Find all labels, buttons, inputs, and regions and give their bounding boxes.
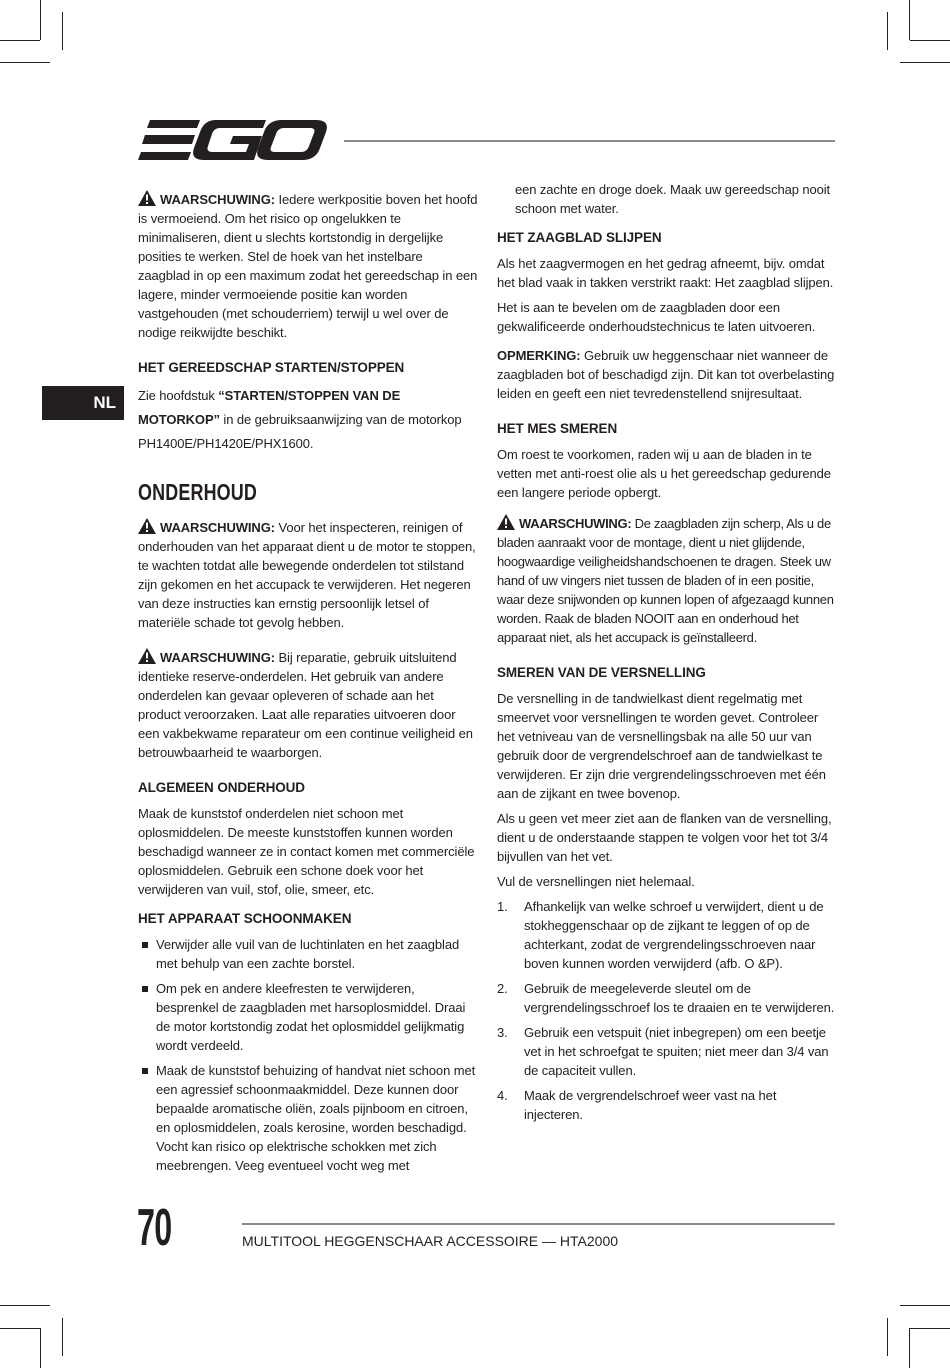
list-item	[497, 897, 837, 973]
warning-label: WAARSCHUWING:	[519, 516, 632, 531]
crop-mark	[62, 12, 63, 50]
bullet-icon	[142, 942, 148, 948]
bold-reference: “STARTEN/STOPPEN VAN DE MOTORKOP”	[138, 388, 401, 427]
sharpen-text: Als het zaagvermogen en het gedrag afneemt, bijv. omdat het blad vaak in takken verstrikt raakt: Het zaagblad slijpen.	[497, 256, 834, 290]
note-text: Gebruik uw heggenschaar niet wanneer de zaagbladen bot of beschadigd zijn. Dit kan tot overbelasting leiden en geeft een niet tevredenstellend snijresultaat.	[497, 348, 835, 401]
step-number: 4.	[497, 1088, 508, 1103]
list-item-text: Maak de kunststof behuizing of handvat niet schoon met een agressief schoonmaakmiddel. Deze kunnen door bepaalde aromatische oliën, zoals pijnboom en citroen, en oplosmiddelen, zoals kerosine, worden beschadigd. Vocht kan risico op elektrische schokken met zich meebrengen. Veeg eventueel vocht weg met	[156, 1063, 476, 1173]
list-item	[138, 1061, 478, 1175]
crop-mark	[909, 1328, 910, 1368]
crop-mark	[910, 1328, 950, 1329]
warning-paragraph	[497, 514, 837, 647]
general-maintenance-text: Maak de kunststof onderdelen niet schoon met oplosmiddelen. De meeste kunststoffen kunnen worden beschadigd wanneer ze in contact komen met commerciële oplosmiddelen. Gebruik een schone doek voor het verwijderen van vuil, stof, olie, smeer, etc.	[138, 806, 475, 897]
list-item-text: Verwijder alle vuil van de luchtinlaten en het zaagblad met behulp van een zachte borstel.	[156, 937, 460, 971]
crop-mark	[40, 0, 41, 40]
crop-mark	[900, 62, 950, 63]
warning-icon	[497, 514, 515, 530]
section-heading: HET GEREEDSCHAP STARTEN/STOPPEN	[138, 360, 405, 375]
list-item	[497, 979, 837, 1017]
step-text: Maak de vergrendelschroef weer vast na het injecteren.	[524, 1088, 777, 1122]
step-text: Gebruik de meegeleverde sleutel om de vergrendelingsschroef los te draaien en te verwijderen.	[524, 981, 835, 1015]
section-heading: HET ZAAGBLAD SLIJPEN	[497, 230, 662, 245]
cleaning-list	[138, 935, 478, 1175]
warning-text: Voor het inspecteren, reinigen of onderhouden van het apparaat dient u de motor te stoppen, te wachten totdat alle bewegende onderdelen tot stilstand zijn gekomen en het accupack te verwijderen. Het negeren van deze instructies kan ernstig persoonlijk letsel of materiële schade tot gevolg hebben.	[138, 520, 476, 630]
step-number: 2.	[497, 981, 508, 996]
warning-paragraph	[138, 518, 478, 632]
warning-text: De zaagbladen zijn scherp, Als u de bladen aanraakt voor de montage, dient u niet glijdende, hoogwaardige veiligheidshandschoenen te dragen. Steek uw hand of uw vingers niet tussen de bladen of in een positie, waar deze snijwonden op kunnen lopen of afgezaagd kunnen worden. Raak de bladen NOOIT aan en onderhoud het apparaat niet, als het accupack is geïnstalleerd.	[497, 516, 834, 645]
section-heading: ALGEMEEN ONDERHOUD	[138, 780, 305, 795]
section-heading: HET APPARAAT SCHOONMAKEN	[138, 911, 352, 926]
continuation-text: een zachte en droge doek. Maak uw gereedschap nooit schoon met water.	[515, 182, 831, 216]
list-item-text: Om pek en andere kleefresten te verwijderen, besprenkel de zaagbladen met harsoplosmiddel. Draai de motor kortstondig zodat het oplosmiddel gelijkmatig wordt verdeeld.	[156, 981, 466, 1053]
warning-label: WAARSCHUWING:	[160, 192, 275, 207]
section-heading: SMEREN VAN DE VERSNELLING	[497, 665, 706, 680]
crop-mark	[910, 40, 950, 41]
gear-steps-list	[497, 897, 837, 1124]
note-label: OPMERKING:	[497, 348, 581, 363]
crop-mark	[909, 0, 910, 40]
warning-paragraph	[138, 190, 478, 342]
crop-mark	[887, 1318, 888, 1356]
warning-icon	[138, 518, 156, 534]
warning-text: Bij reparatie, gebruik uitsluitend identieke reserve-onderdelen. Het gebruik van andere onderdelen kan gevaar opleveren of schade aan het product veroorzaken. Laat alle reparaties uitvoeren door een vakbekwame reparateur om een continue veiligheid en betrouwbaarheid te waarborgen.	[138, 650, 473, 760]
bullet-icon	[142, 1068, 148, 1074]
footer-title: MULTITOOL HEGGENSCHAAR ACCESSOIRE — HTA2000	[242, 1233, 619, 1249]
bullet-icon	[142, 986, 148, 992]
warning-text: Iedere werkpositie boven het hoofd is vermoeiend. Om het risico op ongelukken te minimaliseren, dient u slechts kortstondig in dergelijke posities te werken. Stel de hoek van het instelbare zaagblad in op een maximum zodat het gereedschap in een lagere, minder vermoeiende positie kan worden vastgehouden (met schouderriem) terwijl u wel over de nodige reikwijdte beschikt.	[138, 192, 478, 340]
warning-icon	[138, 190, 156, 206]
gear-text: De versnelling in de tandwielkast dient regelmatig met smeervet voor versnellingen te worden gevet. Controleer het vetniveau van de versnellingsbak na alle 50 uur van gebruik door de vergrendelschroef aan de tandwielkast te verwijderen. Er zijn drie vergrendelingsschroeven met één aan de zijkant en twee bovenop.	[497, 691, 826, 801]
crop-mark	[0, 62, 50, 63]
step-text: Gebruik een vetspuit (niet inbegrepen) om een beetje vet in het schroefgat te spuiten; niet meer dan 3/4 van de capaciteit vullen.	[524, 1025, 829, 1078]
gear-text: Vul de versnellingen niet helemaal.	[497, 874, 695, 889]
page-number: 70	[137, 1199, 172, 1257]
crop-mark	[0, 40, 40, 41]
step-number: 1.	[497, 899, 508, 914]
section-heading: HET MES SMEREN	[497, 421, 618, 436]
crop-mark	[0, 1328, 40, 1329]
crop-mark	[900, 1305, 950, 1306]
sharpen-text: Het is aan te bevelen om de zaagbladen door een gekwalificeerde onderhoudstechnicus te laten uitvoeren.	[497, 300, 816, 334]
warning-label: WAARSCHUWING:	[160, 520, 275, 535]
warning-icon	[138, 648, 156, 664]
list-item	[138, 935, 478, 973]
header-rule	[344, 140, 835, 142]
warning-label: WAARSCHUWING:	[160, 650, 275, 665]
text: in de gebruiksaanwijzing van de motorkop PH1400E/PH1420E/PHX1600.	[138, 412, 462, 451]
crop-mark	[887, 12, 888, 50]
step-text: Afhankelijk van welke schroef u verwijdert, dient u de stokheggenschaar op de zijkant te leggen of op de achterkant, zodat de vergrendelingsschroeven naar boven kunnen worden verwijderd (afb. O &P).	[524, 899, 824, 971]
language-tab: NL	[42, 386, 124, 420]
start-stop-text	[138, 384, 478, 456]
list-item	[497, 1023, 837, 1080]
left-column	[138, 190, 478, 1181]
ego-logo	[138, 118, 328, 162]
text: Zie hoofdstuk	[138, 388, 219, 403]
crop-mark	[40, 1328, 41, 1368]
list-item	[497, 1086, 837, 1124]
list-item	[138, 979, 478, 1055]
crop-mark	[62, 1318, 63, 1356]
note-paragraph	[497, 346, 837, 403]
warning-paragraph	[138, 648, 478, 762]
right-column	[497, 180, 837, 1130]
crop-mark	[0, 1305, 50, 1306]
footer-rule	[242, 1223, 835, 1225]
lubricate-text: Om roest te voorkomen, raden wij u aan de bladen in te vetten met anti-roest olie als u het gereedschap gedurende een langere periode opbergt.	[497, 447, 831, 500]
section-title: ONDERHOUD	[138, 479, 258, 505]
step-number: 3.	[497, 1025, 508, 1040]
gear-text: Als u geen vet meer ziet aan de flanken van de versnelling, dient u de onderstaande stappen te volgen voor het tot 3/4 bijvullen van het vet.	[497, 811, 832, 864]
